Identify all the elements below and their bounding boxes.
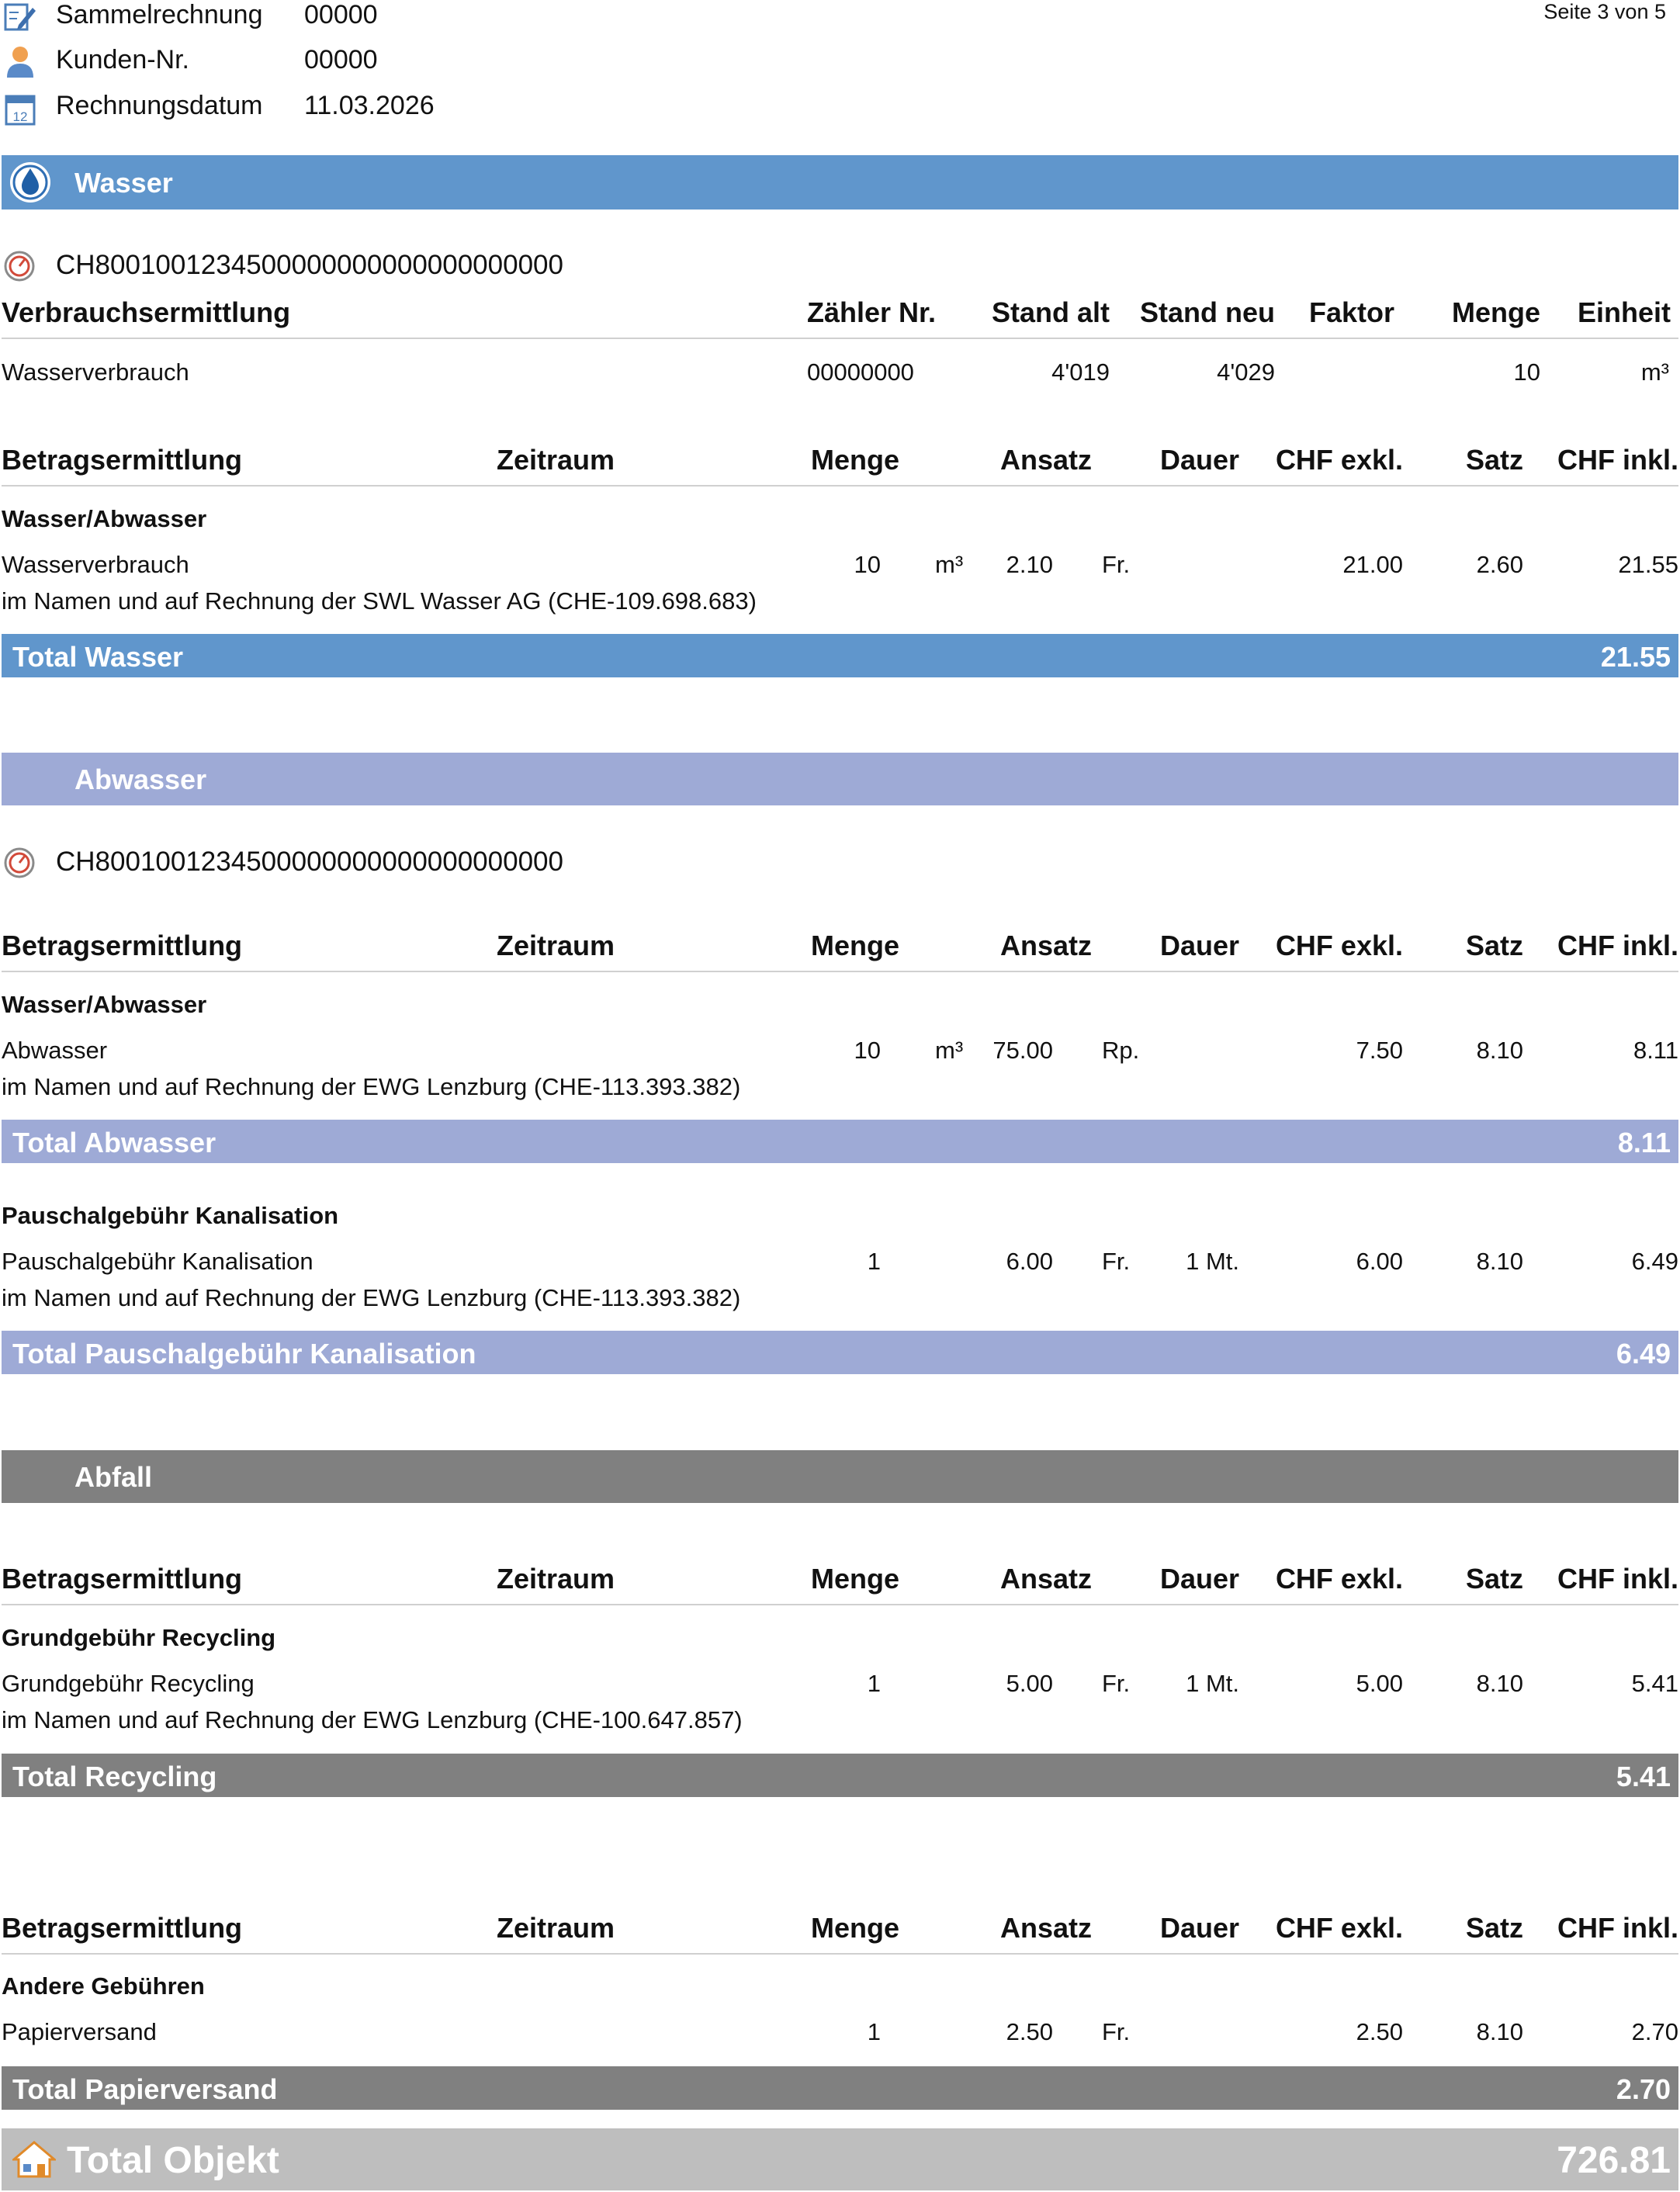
table-rule: [2, 971, 1678, 972]
meter-id-abwasser: CH8001001234500000000000000000000: [56, 847, 563, 877]
col-zeitraum: Zeitraum: [497, 930, 615, 961]
row-menge: 10: [1513, 358, 1540, 386]
row-chf-inkl: 6.49: [1631, 1248, 1678, 1275]
col-zeitraum: Zeitraum: [497, 444, 615, 476]
row-ansatz: 2.10: [1006, 551, 1053, 578]
col-ansatz: Ansatz: [999, 930, 1092, 961]
total-band-abwasser: [2, 1120, 1678, 1163]
row-menge: 10: [854, 551, 881, 578]
col-menge: Menge: [1451, 296, 1540, 328]
row-name: Wasserverbrauch: [2, 551, 189, 578]
header-value-sammelrechnung: 00000: [304, 0, 378, 29]
group-title: Wasser/Abwasser: [2, 991, 207, 1018]
row-chf-inkl: 2.70: [1631, 2018, 1678, 2045]
group-title: Pauschalgebühr Kanalisation: [2, 1202, 339, 1229]
row-stand-alt: 4'019: [1051, 358, 1110, 386]
total-value: 21.55: [1600, 641, 1671, 673]
row-satz: 8.10: [1476, 2018, 1523, 2045]
meter-gauge-icon: [3, 250, 36, 282]
col-chf-exkl: CHF exkl.: [1275, 1912, 1403, 1944]
col-ansatz: Ansatz: [999, 444, 1092, 476]
col-stand-neu: Stand neu: [1139, 296, 1275, 328]
col-chf-inkl: CHF inkl.: [1557, 444, 1678, 476]
section-title-wasser: Wasser: [74, 167, 173, 199]
meter-gauge-icon: [3, 847, 36, 879]
row-ansatz-unit: Fr.: [1102, 2018, 1131, 2045]
col-chf-inkl: CHF inkl.: [1557, 930, 1678, 961]
col-menge: Menge: [811, 930, 900, 961]
header-value-kunden-nr: 00000: [304, 45, 378, 74]
col-dauer: Dauer: [1159, 930, 1239, 961]
col-betragsermittlung: Betragsermittlung: [2, 1912, 243, 1944]
row-zaehler-nr: 00000000: [807, 358, 914, 386]
row-unit: m³: [935, 1037, 964, 1064]
grand-total-label: Total Objekt: [67, 2140, 279, 2181]
total-label: Total Pauschalgebühr Kanalisation: [12, 1338, 476, 1370]
total-label: Total Recycling: [12, 1761, 217, 1792]
provider-note: im Namen und auf Rechnung der EWG Lenzburg (CHE-100.647.857): [2, 1706, 743, 1733]
provider-note: im Namen und auf Rechnung der SWL Wasser AG (CHE-109.698.683): [2, 587, 757, 615]
col-betragsermittlung: Betragsermittlung: [2, 930, 243, 961]
row-ansatz-unit: Fr.: [1102, 551, 1131, 578]
row-satz: 8.10: [1476, 1248, 1523, 1275]
col-ansatz: Ansatz: [999, 1912, 1092, 1944]
section-band-abfall: [2, 1450, 1678, 1503]
row-name: Papierversand: [2, 2018, 157, 2045]
group-title: Andere Gebühren: [2, 1972, 205, 2000]
col-dauer: Dauer: [1159, 444, 1239, 476]
col-dauer: Dauer: [1159, 1912, 1239, 1944]
group-title: Grundgebühr Recycling: [2, 1624, 276, 1651]
row-ansatz: 5.00: [1006, 1670, 1053, 1697]
calendar-icon: [5, 92, 36, 126]
header-label-sammelrechnung: Sammelrechnung: [56, 0, 263, 29]
col-betragsermittlung: Betragsermittlung: [2, 444, 243, 476]
row-chf-exkl: 21.00: [1342, 551, 1403, 578]
row-satz: 8.10: [1476, 1670, 1523, 1697]
col-satz: Satz: [1465, 1563, 1523, 1595]
row-menge: 1: [867, 2018, 881, 2045]
row-chf-inkl: 8.11: [1633, 1037, 1678, 1064]
row-dauer: 1 Mt.: [1186, 1670, 1239, 1697]
col-stand-alt: Stand alt: [991, 296, 1110, 328]
row-ansatz: 2.50: [1006, 2018, 1053, 2045]
row-ansatz-unit: Fr.: [1102, 1248, 1131, 1275]
row-ansatz: 6.00: [1006, 1248, 1053, 1275]
row-name: Abwasser: [2, 1037, 108, 1064]
col-ansatz: Ansatz: [999, 1563, 1092, 1595]
total-band-recycling: [2, 1754, 1678, 1797]
total-value: 5.41: [1616, 1761, 1671, 1792]
row-menge: 10: [854, 1037, 881, 1064]
total-band-kanalisation: [2, 1331, 1678, 1374]
total-value: 8.11: [1617, 1127, 1671, 1158]
col-chf-inkl: CHF inkl.: [1557, 1912, 1678, 1944]
row-ansatz: 75.00: [992, 1037, 1053, 1064]
col-zeitraum: Zeitraum: [497, 1912, 615, 1944]
col-menge: Menge: [811, 1912, 900, 1944]
provider-note: im Namen und auf Rechnung der EWG Lenzburg (CHE-113.393.382): [2, 1284, 741, 1311]
col-menge: Menge: [811, 1563, 900, 1595]
row-ansatz-unit: Rp.: [1102, 1037, 1140, 1064]
row-chf-exkl: 5.00: [1356, 1670, 1403, 1697]
col-chf-exkl: CHF exkl.: [1275, 444, 1403, 476]
row-chf-exkl: 2.50: [1356, 2018, 1403, 2045]
row-menge: 1: [867, 1670, 881, 1697]
page-number: Seite 3 von 5: [1543, 0, 1666, 23]
col-chf-exkl: CHF exkl.: [1275, 1563, 1403, 1595]
customer-person-icon: [5, 45, 36, 79]
row-einheit: m³: [1640, 358, 1669, 386]
row-stand-neu: 4'029: [1217, 358, 1275, 386]
section-band-wasser: [2, 155, 1678, 210]
section-band-abwasser: [2, 753, 1678, 805]
row-menge: 1: [867, 1248, 881, 1275]
header-label-kunden-nr: Kunden-Nr.: [56, 45, 189, 74]
table-rule: [2, 1604, 1678, 1605]
col-verbrauchsermittlung: Verbrauchsermittlung: [2, 296, 291, 328]
table-rule: [2, 485, 1678, 487]
grand-total-value: 726.81: [1557, 2140, 1671, 2181]
col-faktor: Faktor: [1308, 296, 1394, 328]
header-label-rechnungsdatum: Rechnungsdatum: [56, 91, 263, 120]
row-dauer: 1 Mt.: [1186, 1248, 1239, 1275]
provider-note: im Namen und auf Rechnung der EWG Lenzburg (CHE-113.393.382): [2, 1073, 741, 1100]
row-chf-inkl: 5.41: [1631, 1670, 1678, 1697]
row-unit: m³: [935, 551, 964, 578]
row-name: Pauschalgebühr Kanalisation: [2, 1248, 313, 1275]
total-value: 6.49: [1616, 1338, 1671, 1370]
col-menge: Menge: [811, 444, 900, 476]
water-drop-icon: [9, 161, 52, 204]
total-value: 2.70: [1616, 2073, 1671, 2105]
col-einheit: Einheit: [1577, 296, 1671, 328]
total-label: Total Papierversand: [12, 2073, 278, 2105]
col-satz: Satz: [1465, 1912, 1523, 1944]
table-rule: [2, 338, 1678, 339]
row-ansatz-unit: Fr.: [1102, 1670, 1131, 1697]
header-value-rechnungsdatum: 11.03.2026: [304, 91, 435, 120]
col-chf-inkl: CHF inkl.: [1557, 1563, 1678, 1595]
col-chf-exkl: CHF exkl.: [1275, 930, 1403, 961]
col-dauer: Dauer: [1159, 1563, 1239, 1595]
group-title: Wasser/Abwasser: [2, 505, 207, 532]
row-name: Grundgebühr Recycling: [2, 1670, 255, 1697]
total-label: Total Wasser: [12, 641, 184, 673]
row-chf-inkl: 21.55: [1618, 551, 1678, 578]
col-satz: Satz: [1465, 444, 1523, 476]
col-zaehler-nr: Zähler Nr.: [807, 296, 937, 328]
col-betragsermittlung: Betragsermittlung: [2, 1563, 243, 1595]
total-label: Total Abwasser: [12, 1127, 216, 1158]
meter-id-wasser: CH8001001234500000000000000000000: [56, 250, 563, 280]
row-chf-exkl: 6.00: [1356, 1248, 1403, 1275]
row-satz: 8.10: [1476, 1037, 1523, 1064]
table-rule: [2, 1953, 1678, 1955]
total-band-papierversand: [2, 2066, 1678, 2110]
total-band-objekt: [2, 2128, 1678, 2190]
section-title-abfall: Abfall: [74, 1461, 153, 1493]
row-chf-exkl: 7.50: [1356, 1037, 1403, 1064]
col-satz: Satz: [1465, 930, 1523, 961]
col-zeitraum: Zeitraum: [497, 1563, 615, 1595]
row-satz: 2.60: [1476, 551, 1523, 578]
total-band-wasser: [2, 634, 1678, 677]
section-title-abwasser: Abwasser: [74, 764, 207, 795]
house-icon: [12, 2141, 56, 2178]
svg-text:12: 12: [12, 109, 28, 124]
row-name: Wasserverbrauch: [2, 358, 189, 386]
invoice-edit-icon: [3, 2, 37, 33]
